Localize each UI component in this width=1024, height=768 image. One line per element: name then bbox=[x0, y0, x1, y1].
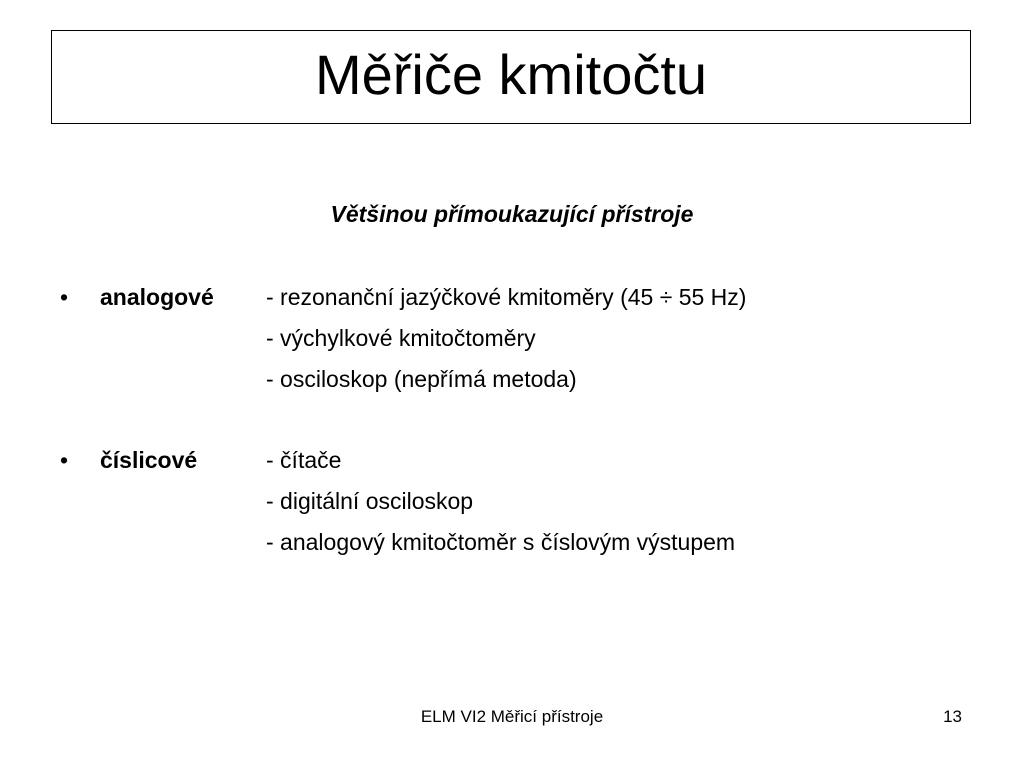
list-item: - výchylkové kmitočtoměry bbox=[266, 325, 536, 351]
section-label-digital: číslicové bbox=[100, 447, 198, 473]
list-item: - digitální osciloskop bbox=[266, 488, 474, 514]
list-item: - osciloskop (nepřímá metoda) bbox=[266, 366, 577, 392]
title-box bbox=[51, 30, 971, 124]
bullet-analog: • bbox=[60, 284, 69, 310]
list-item: - rezonanční jazýčkové kmitoměry (45 ÷ 55 Hz) bbox=[266, 284, 747, 310]
footer-text: ELM VI2 Měřicí přístroje bbox=[420, 707, 604, 726]
slide-subtitle: Většinou přímoukazující přístroje bbox=[330, 201, 694, 227]
slide-title: Měřiče kmitočtu bbox=[314, 43, 708, 106]
page-number: 13 bbox=[943, 707, 962, 726]
section-label-analog: analogové bbox=[100, 284, 214, 310]
list-item: - čítače bbox=[266, 447, 342, 473]
list-item: - analogový kmitočtoměr s číslovým výstupem bbox=[266, 529, 736, 555]
bullet-digital: • bbox=[60, 447, 69, 473]
